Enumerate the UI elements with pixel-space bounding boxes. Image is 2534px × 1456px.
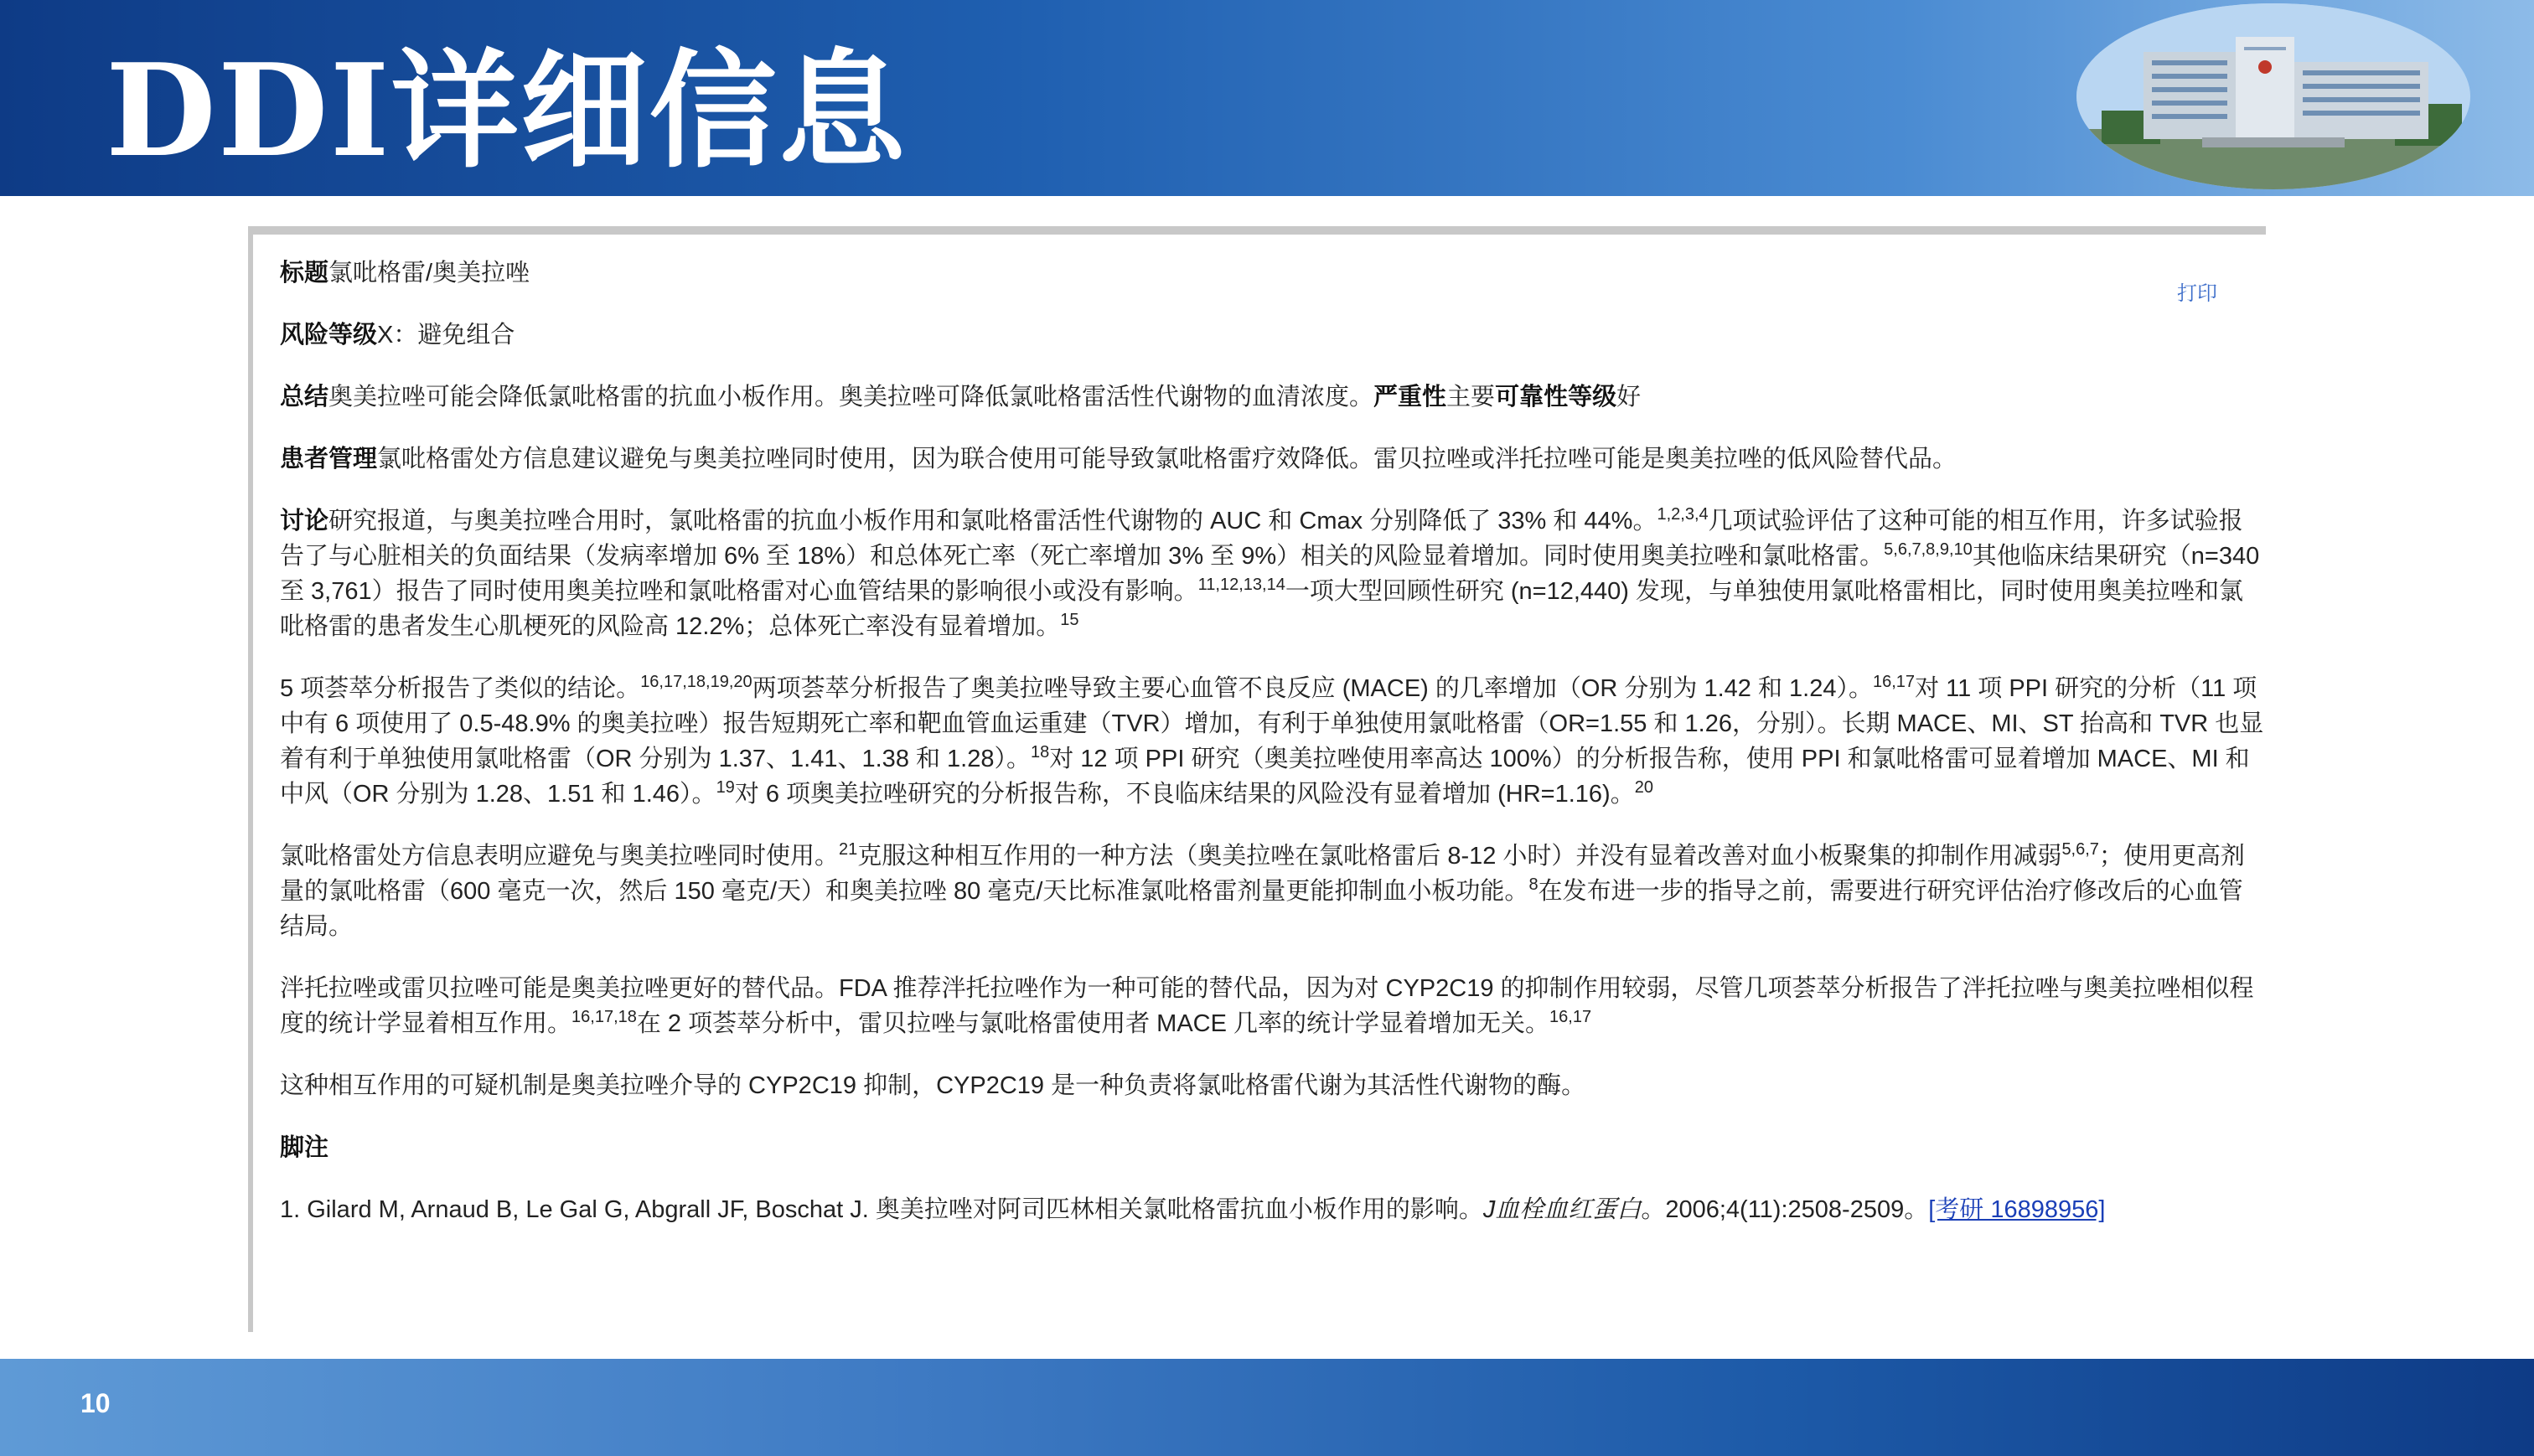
ddi-record-content: [280, 256, 2266, 1254]
summary-text: 奥美拉唑可能会降低氯吡格雷的抗血小板作用。奥美拉唑可降低氯吡格雷活性代谢物的血清浓度。: [328, 384, 1374, 410]
reliability-label: 可靠性等级: [1495, 384, 1617, 410]
patient-management-row: [280, 441, 2266, 477]
citation-ref: 5,6,7,8,9,10: [1884, 540, 1973, 559]
citation-ref: 16,17: [1549, 1008, 1592, 1026]
summary-row: [280, 379, 2266, 415]
footnote-citation: 。2006;4(11):2508-2509。: [1641, 1196, 1929, 1223]
footnote-text: 1. Gilard M, Arnaud B, Le Gal G, Abgrall JF, Boschat J. 奥美拉唑对阿司匹林相关氯吡格雷抗血小板作用的影响。: [280, 1196, 1483, 1223]
citation-ref: 5,6,7: [2061, 840, 2099, 859]
labeling-paragraph: [280, 839, 2266, 944]
slide-footer: [0, 1359, 2534, 1456]
labeling-text: 氯吡格雷处方信息表明应避免与奥美拉唑同时使用。: [280, 843, 840, 870]
title-value: 氯吡格雷/奥美拉唑: [328, 260, 530, 287]
meta-text: 对 6 项奥美拉唑研究的分析报告称，不良临床结果的风险没有显着增加 (HR=1.16)。: [734, 781, 1635, 808]
severity-label: 严重性: [1373, 384, 1447, 410]
discussion-text: 研究报道，与奥美拉唑合用时，氯吡格雷的抗血小板作用和氯吡格雷活性代谢物的 AUC 和 Cmax 分别降低了 33% 和 44%。: [328, 508, 1657, 534]
citation-ref: 16,17,18,19,20: [640, 673, 752, 691]
mechanism-text: 这种相互作用的可疑机制是奥美拉唑介导的 CYP2C19 抑制，CYP2C19 是一种负责将氯吡格雷代谢为其活性代谢物的酶。: [280, 1072, 1586, 1099]
summary-label: 总结: [280, 384, 329, 410]
footnote-journal: J血栓血红蛋白: [1482, 1196, 1642, 1223]
meta-text: 两项荟萃分析报告了奥美拉唑导致主要心血管不良反应 (MACE) 的几率增加（OR 分别为 1.42 和 1.24）。: [752, 675, 1873, 702]
citation-ref: 1,2,3,4: [1657, 505, 1709, 524]
alternatives-text: 泮托拉唑或雷贝拉唑可能是奥美拉唑更好的替代品。FDA 推荐泮托拉唑作为一种可能的替代品，因为对 CYP2C19 的抑制作用较弱，尽管几项荟萃分析报告了泮托拉唑与奥美拉唑相似程度的统计学显着相互作用。: [280, 975, 2254, 1037]
citation-ref: 16,17,18: [571, 1008, 637, 1026]
record-title-row: [280, 256, 2266, 291]
management-text: 氯吡格雷处方信息建议避免与奥美拉唑同时使用，因为联合使用可能导致氯吡格雷疗效降低。雷贝拉唑或泮托拉唑可能是奥美拉唑的低风险替代品。: [377, 446, 1957, 472]
citation-ref: 19: [716, 778, 735, 797]
management-label: 患者管理: [280, 446, 378, 472]
title-label: 标题: [280, 260, 329, 287]
risk-rating-row: [280, 318, 2266, 353]
alternatives-paragraph: [280, 971, 2266, 1041]
severity-value: 主要: [1446, 384, 1496, 410]
discussion-text: 其他临床结果研究（n=340 至 3,761）报告了同时使用奥美拉唑和氯吡格雷对心血管结果的影响很小或没有影响。: [280, 543, 2260, 605]
citation-ref: 11,12,13,14: [1197, 576, 1285, 594]
risk-value: X：避免组合: [377, 322, 515, 349]
citation-ref: 18: [1031, 743, 1050, 762]
footnotes-label: 脚注: [280, 1134, 329, 1161]
footnote-item: [280, 1192, 2266, 1227]
pubmed-link[interactable]: [考研 16898956]: [1928, 1196, 2106, 1223]
citation-ref: 21: [839, 840, 858, 859]
footnotes-heading-row: [280, 1130, 2266, 1165]
risk-label: 风险等级: [280, 322, 378, 349]
reliability-value: 好: [1616, 384, 1642, 410]
discussion-text: 一项大型回顾性研究 (n=12,440) 发现，与单独使用氯吡格雷相比，同时使用奥美拉唑和氯吡格雷的患者发生心肌梗死的风险高 12.2%；总体死亡率没有显着增加。: [280, 578, 2244, 640]
discussion-paragraph: [280, 503, 2266, 644]
labeling-text: ；使用更高剂量的氯吡格雷（600 毫克一次，然后 150 毫克/天）和奥美拉唑 80 毫克/天比标准氯吡格雷剂量更能抑制血小板功能。: [280, 843, 2245, 905]
citation-ref: 15: [1060, 611, 1079, 629]
print-link[interactable]: 打印: [2177, 282, 2217, 305]
slide-title: DDI详细信息: [106, 35, 908, 185]
alternatives-text: 在 2 项荟萃分析中，雷贝拉唑与氯吡格雷使用者 MACE 几率的统计学显着增加无关。: [636, 1010, 1550, 1037]
meta-text: 对 11 项 PPI 研究的分析（11 项中有 6 项使用了 0.5-48.9% 的奥美拉唑）报告短期死亡率和靶血管血运重建（TVR）增加，有利于单独使用氯吡格雷（OR=1.55 和 1.26，分别）。长期 MACE、MI、ST 抬高和 TVR 也显着有利于单独使用氯吡格雷（OR 分别为 1.37、1.41、1.38 和 1.28）。: [280, 675, 2264, 772]
discussion-label: 讨论: [280, 508, 329, 534]
mechanism-paragraph: [280, 1068, 2266, 1103]
citation-ref: 8: [1528, 875, 1538, 894]
discussion-text: 几项试验评估了这种可能的相互作用，许多试验报告了与心脏相关的负面结果（发病率增加 6% 至 18%）和总体死亡率（死亡率增加 3% 至 9%）相关的风险显着增加。同时使用奥美拉唑和氯吡格雷。: [280, 508, 2243, 570]
citation-ref: 20: [1634, 778, 1653, 797]
labeling-text: 在发布进一步的指导之前，需要进行研究评估治疗修改后的心血管结局。: [280, 878, 2243, 940]
hospital-building-image: [2076, 3, 2470, 189]
labeling-text: 克服这种相互作用的一种方法（奥美拉唑在氯吡格雷后 8-12 小时）并没有显着改善对血小板聚集的抑制作用减弱: [857, 843, 2062, 870]
page-number: 10: [80, 1388, 111, 1418]
citation-ref: 16,17: [1873, 673, 1916, 691]
meta-text: 对 12 项 PPI 研究（奥美拉唑使用率高达 100%）的分析报告称，使用 PPI 和氯吡格雷可显着增加 MACE、MI 和中风（OR 分别为 1.28、1.51 和 1.46）。: [280, 746, 2250, 808]
meta-text: 5 项荟萃分析报告了类似的结论。: [280, 675, 641, 702]
meta-analysis-paragraph: [280, 671, 2266, 812]
